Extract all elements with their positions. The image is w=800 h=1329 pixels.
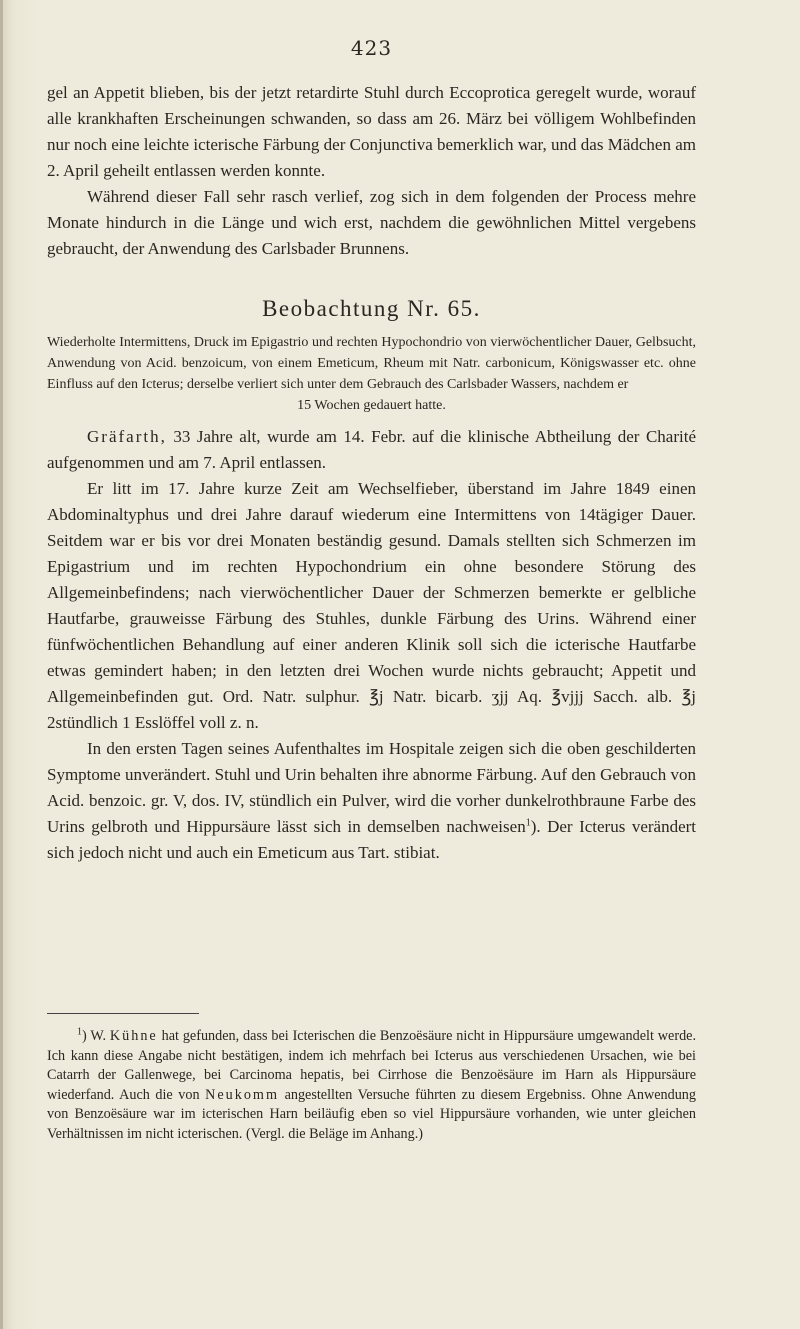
author-name-neukomm: Neukomm [205, 1086, 280, 1103]
observation-title: Beobachtung Nr. 65. [262, 296, 481, 321]
case-paragraph-2: Er litt im 17. Jahre kurze Zeit am Wechselfieber, überstand im Jahre 1849 einen Abdominaltyphus und drei Jahre darauf wiederum eine Intermittens von 14tägiger Dauer. Seitdem war er bis vor drei Monaten beständig gesund. Damals stellten sich Schmerzen im Epigastrium und im rechten Hypochondrium ein ohne besondere Störung des Allgemeinbefindens; nach vierwöchentlicher Dauer der Schmerzen bemerkte er gelbliche Hautfarbe, grauweisse Färbung des Stuhles, dunkle Färbung des Urins. Während einer fünfwöchentlichen Behandlung auf einer anderen Klinik soll sich die icterische Hautfarbe etwas gemindert haben; in den letzten drei Wochen wurde nichts gebraucht; Appetit und Allgemeinbefinden gut. Ord. Natr. sulphur. ℥j Natr. bicarb. ʒjj Aq. ℥vjjj Sacch. alb. ℥j 2stündlich 1 Esslöffel voll z. n. [47, 479, 696, 732]
author-name-kuehne: Kühne [109, 1028, 158, 1044]
paragraph-transition: Während dieser Fall sehr rasch verlief, zog sich in dem folgenden der Process mehre Monate hindurch in die Länge und wich erst, nachdem die gewöhnlichen Mittel vergebens gebraucht, der Anwendung des Carlsbader Brunnens. [47, 187, 696, 258]
summary-text: Wiederholte Intermittens, Druck im Epigastrio und rechten Hypochondrio von vierwöchentlicher Dauer, Gelbsucht, Anwendung von Acid. benzoicum, von einem Emeticum, Rheum mit Natr. carbonicum, Königswasser etc. ohne Einfluss auf den Icterus; derselbe verliert sich unter dem Gebrauch des Carlsbader Wassers, nachdem er [47, 335, 696, 392]
body-text [47, 80, 696, 866]
footnote-text-2: hat gefunden, dass bei Icterischen die Benzoësäure nicht in Hippursäure umgewandelt werde. Ich kann diese Angabe nicht bestätigen, indem ich mehrfach bei Icterus aus verschiedenen Ursachen, wie bei Catarrh der Gallenwege, bei Carcinoma hepatis, bei Cirrhose die Benzoësäure im Harn als Hippursäure wiederfand. Auch die von [47, 1028, 697, 1103]
case-paragraph-1 [47, 424, 696, 476]
footnote-reference: 1 [525, 817, 531, 829]
footnote [47, 1027, 696, 1144]
page-number: 423 [350, 36, 393, 60]
footnote-text-3: angestellten Versuche führten zu diesem Ergebniss. Ohne Anwendung von Benzoësäure war im icterischen Harn beiläufig eben so viel Hippursäure vorhanden, wie unter gleichen Verhältnissen im nicht icterischen. (Vergl. die Beläge im Anhang.) [47, 1086, 696, 1142]
paragraph-continued: gel an Appetit blieben, bis der jetzt retardirte Stuhl durch Eccoprotica geregelt wurde, worauf alle krankhaften Erscheinungen schwanden, so dass am 26. März bei völligem Wohlbefinden nur noch eine leichte icterische Färbung der Conjunctiva bemerklich war, und das Mädchen am 2. April geheilt entlassen werden konnte. [47, 83, 696, 180]
patient-name: Gräfarth, [87, 427, 167, 446]
case-paragraph-3 [47, 736, 696, 866]
case-paragraph-3-end: ). Der Icterus verändert sich jedoch nicht und auch ein Emeticum aus Tart. stibiat. [47, 817, 696, 862]
page-spine-edge [0, 0, 3, 1329]
footnote-marker: 1 [77, 1026, 82, 1038]
footnote-divider [47, 1013, 199, 1014]
case-paragraph-3-text: In den ersten Tagen seines Aufenthaltes im Hospitale zeigen sich die oben geschilderten Symptome unverändert. Stuhl und Urin behalten ihre abnorme Färbung. Auf den Gebrauch von Acid. benzoic. gr. V, dos. IV, stündlich ein Pulver, wird die vorher dunkelrothbraune Farbe des Urins gelbroth und Hippursäure lässt sich in demselben nachweisen [47, 739, 696, 836]
case-paragraph-1-text: 33 Jahre alt, wurde am 14. Febr. auf die klinische Abtheilung der Charité aufgenommen und am 7. April entlassen. [47, 427, 696, 472]
footnote-text-1: ) W. [82, 1028, 110, 1044]
observation-summary [47, 332, 696, 416]
summary-last-line: 15 Wochen gedauert hatte. [297, 398, 446, 413]
